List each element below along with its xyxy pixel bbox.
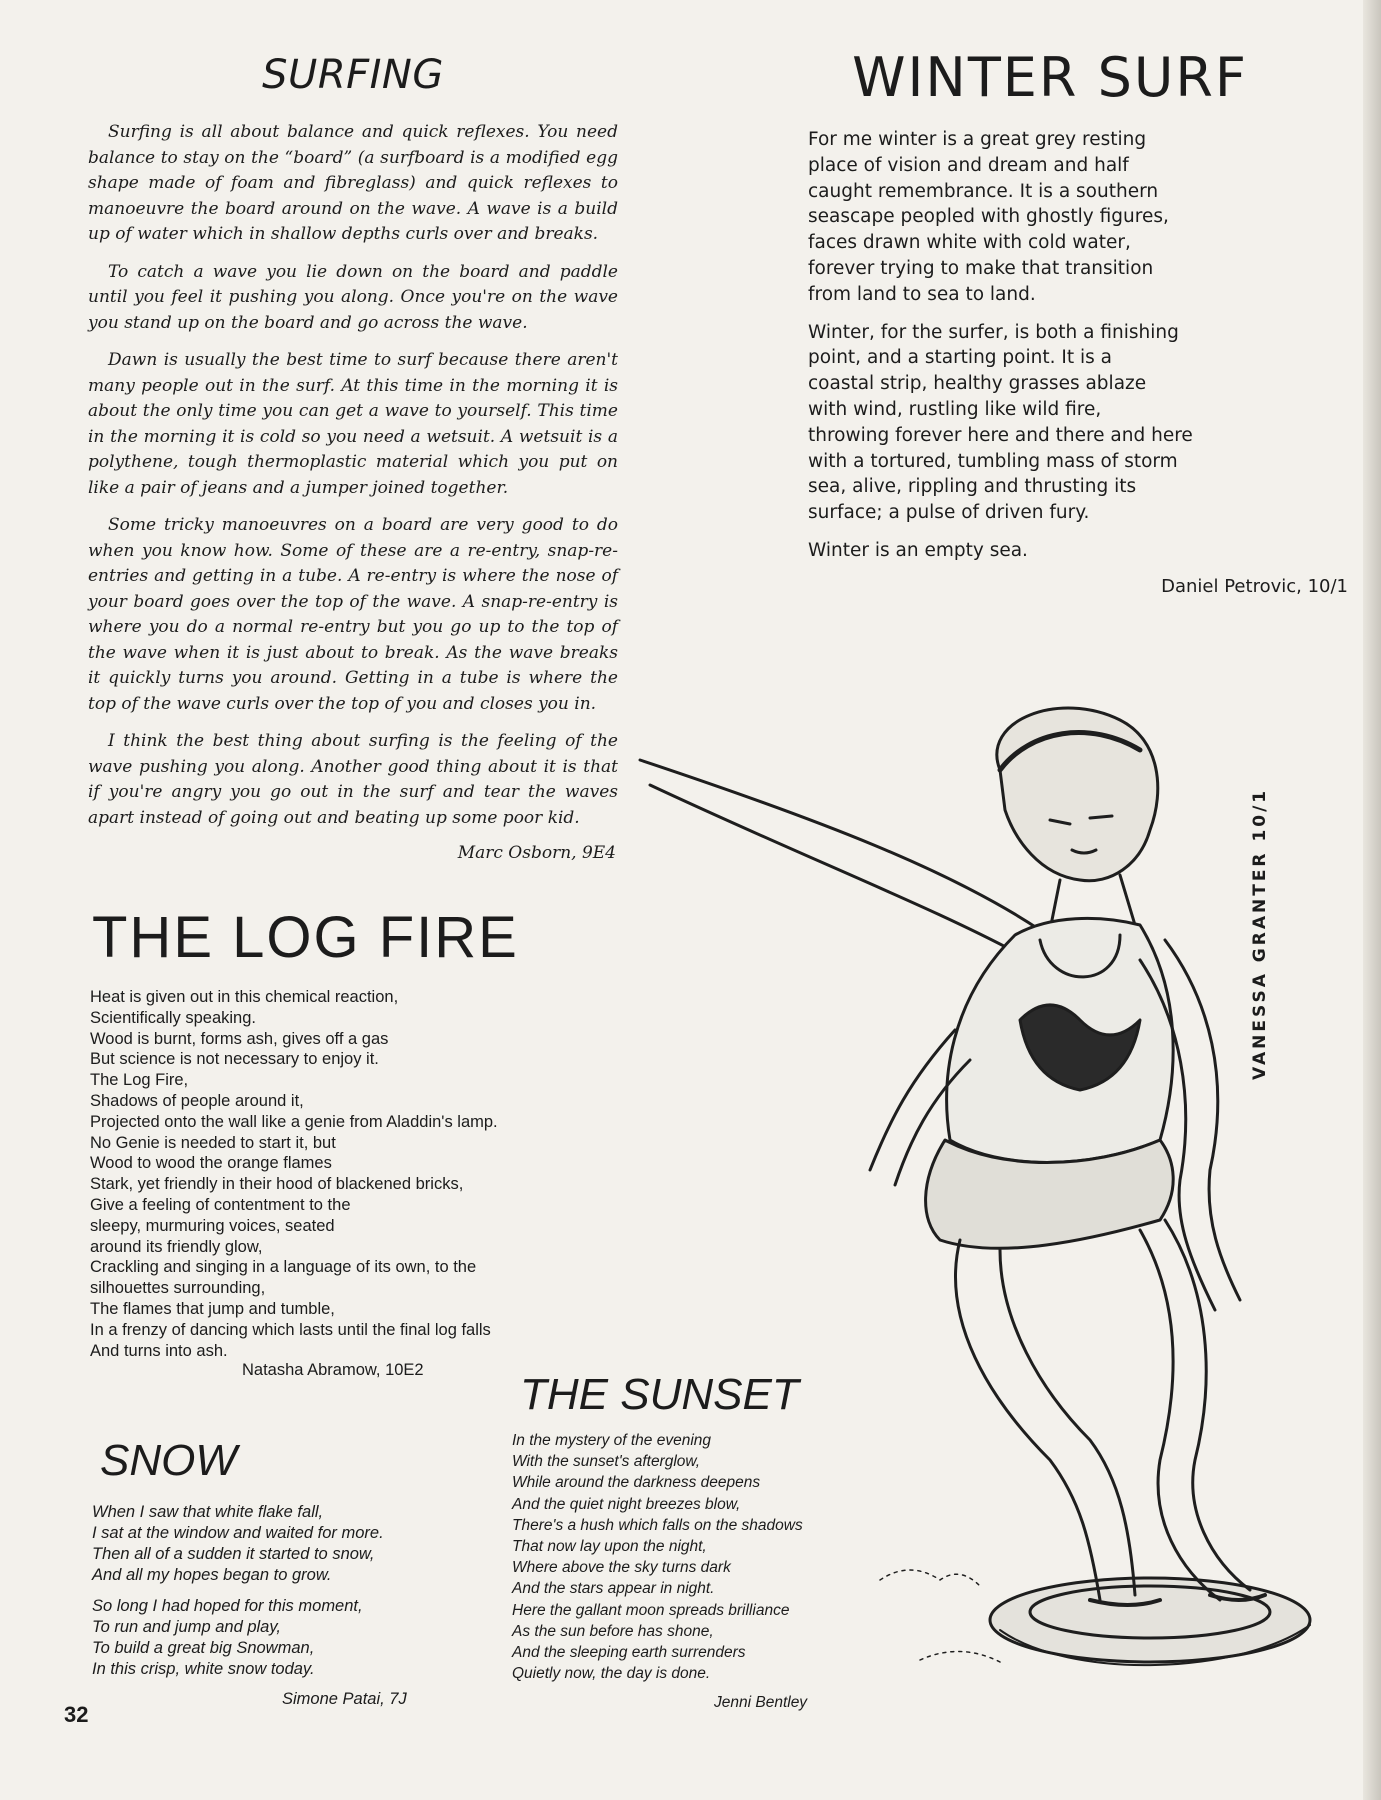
winter-surf-author: Daniel Petrovic, 10/1 — [1161, 575, 1348, 597]
snow-title: SNOW — [100, 1436, 237, 1485]
winter-surf-paragraph: For me winter is a great grey resting place of vision and dream and half caught remembrance. It is a southern seascape peopled with ghostly figures, faces drawn white with cold water, forever trying to make that transition from land to sea to land. — [808, 129, 1169, 305]
snow-poem — [92, 1436, 492, 1709]
surfer-leg — [956, 1240, 1100, 1600]
winter-surf-paragraph: Winter, for the surfer, is both a finishing point, and a starting point. It is a coastal strip, healthy grasses ablaze with wind, rustling like wild fire, throwing forever here and there and here with a tortured, tumbling mass of storm sea, alive, rippling and thrusting its surface; a pulse of driven fury. — [808, 321, 1193, 524]
log-fire-text: Heat is given out in this chemical reaction, Scientifically speaking. Wood is burnt, forms ash, gives off a gas But science is not necessary to enjoy it. The Log Fire, Shadows of people around it, Projected onto the wall like a genie from Aladdin's lamp. No Genie is needed to start it, but Wood to wood the orange flames Stark, yet friendly in their hood of blackened bricks, Give a feeling of contentment to the sleepy, murmuring voices, seated around its friendly glow, Crackling and singing in a language of its own, to the silhouettes surrounding, The flames that jump and tumble, In a frenzy of dancing which lasts until the final log falls And turns into ash. — [90, 988, 498, 1360]
page-edge — [1363, 0, 1381, 1800]
winter-surf-paragraph: Winter is an empty sea. — [808, 539, 1028, 561]
artist-credit: VANESSA GRANTER 10/1 — [1250, 787, 1270, 1080]
log-fire-title: THE LOG FIRE — [92, 905, 519, 970]
surfing-title: SURFING — [262, 52, 444, 98]
winter-surf-title: WINTER SURF — [852, 46, 1248, 109]
sunset-text: In the mystery of the evening With the sunset's afterglow, While around the darkness deepens And the quiet night breezes blow, There's a hush which falls on the shadows That now lay upon the night, Where above the sky turns dark And the stars appear in night. Here the gallant moon spreads brilliance As the sun before has shone, And the sleeping earth surrenders Quietly now, the day is done. — [512, 1432, 803, 1683]
surfer-arm — [640, 760, 1040, 960]
snow-stanza: When I saw that white flake fall, I sat at the window and waited for more. Then all of a sudden it started to snow, And all my hopes began to grow. — [92, 1503, 384, 1584]
surfing-paragraph: Some tricky manoeuvres on a board are very good to do when you know how. Some of these are a re-entry, snap-re-entries and getting in a tube. A re-entry is where the nose of your board goes over the top of the wave. A snap-re-entry is where you do a normal re-entry but you go up to the top of the wave when it is just about to break. As the wave breaks it quickly turns you around. Getting in a tube is where the top of the wave curls over the top of you and closes you in. — [88, 515, 618, 714]
page-number: 32 — [64, 1702, 89, 1727]
winter-surf-article — [808, 46, 1348, 597]
log-fire-author: Natasha Abramow, 10E2 — [242, 1361, 424, 1380]
surfer-illustration — [620, 700, 1360, 1780]
surfing-author: Marc Osborn, 9E4 — [457, 843, 616, 863]
surfing-paragraph: To catch a wave you lie down on the board and paddle until you feel it pushing you along. Once you're on the wave you stand up on the board and go across the wave. — [88, 261, 618, 333]
surfing-paragraph: Surfing is all about balance and quick reflexes. You need balance to stay on the “board” (a surfboard is a modified egg shape made of foam and fibreglass) and quick reflexes to manoeuvre the board around on the wave. A wave is a build up of water which in shallow depths curls over and breaks. — [88, 122, 618, 244]
snow-author: Simone Patai, 7J — [282, 1690, 407, 1708]
surfing-paragraph: Dawn is usually the best time to surf because there aren't many people out in the surf. At this time in the morning it is about the only time you can get a wave to yourself. This time in the morning it is cold so you need a wetsuit. A wetsuit is a polythene, tough thermoplastic material which you put on like a pair of jeans and a jumper joined together. — [88, 350, 618, 498]
surfing-article — [88, 52, 618, 863]
surfing-paragraph: I think the best thing about surfing is the feeling of the wave pushing you along. Another good thing about it is that if you're angry you go out in the surf and tear the waves apart instead of going out and beating up some poor kid. — [88, 731, 618, 828]
log-fire-poem — [90, 904, 650, 1380]
snow-stanza: So long I had hoped for this moment, To run and jump and play, To build a great big Snowman, In this crisp, white snow today. — [92, 1597, 363, 1678]
sunset-author: Jenni Bentley — [714, 1694, 808, 1712]
sunset-title: THE SUNSET — [520, 1370, 799, 1419]
